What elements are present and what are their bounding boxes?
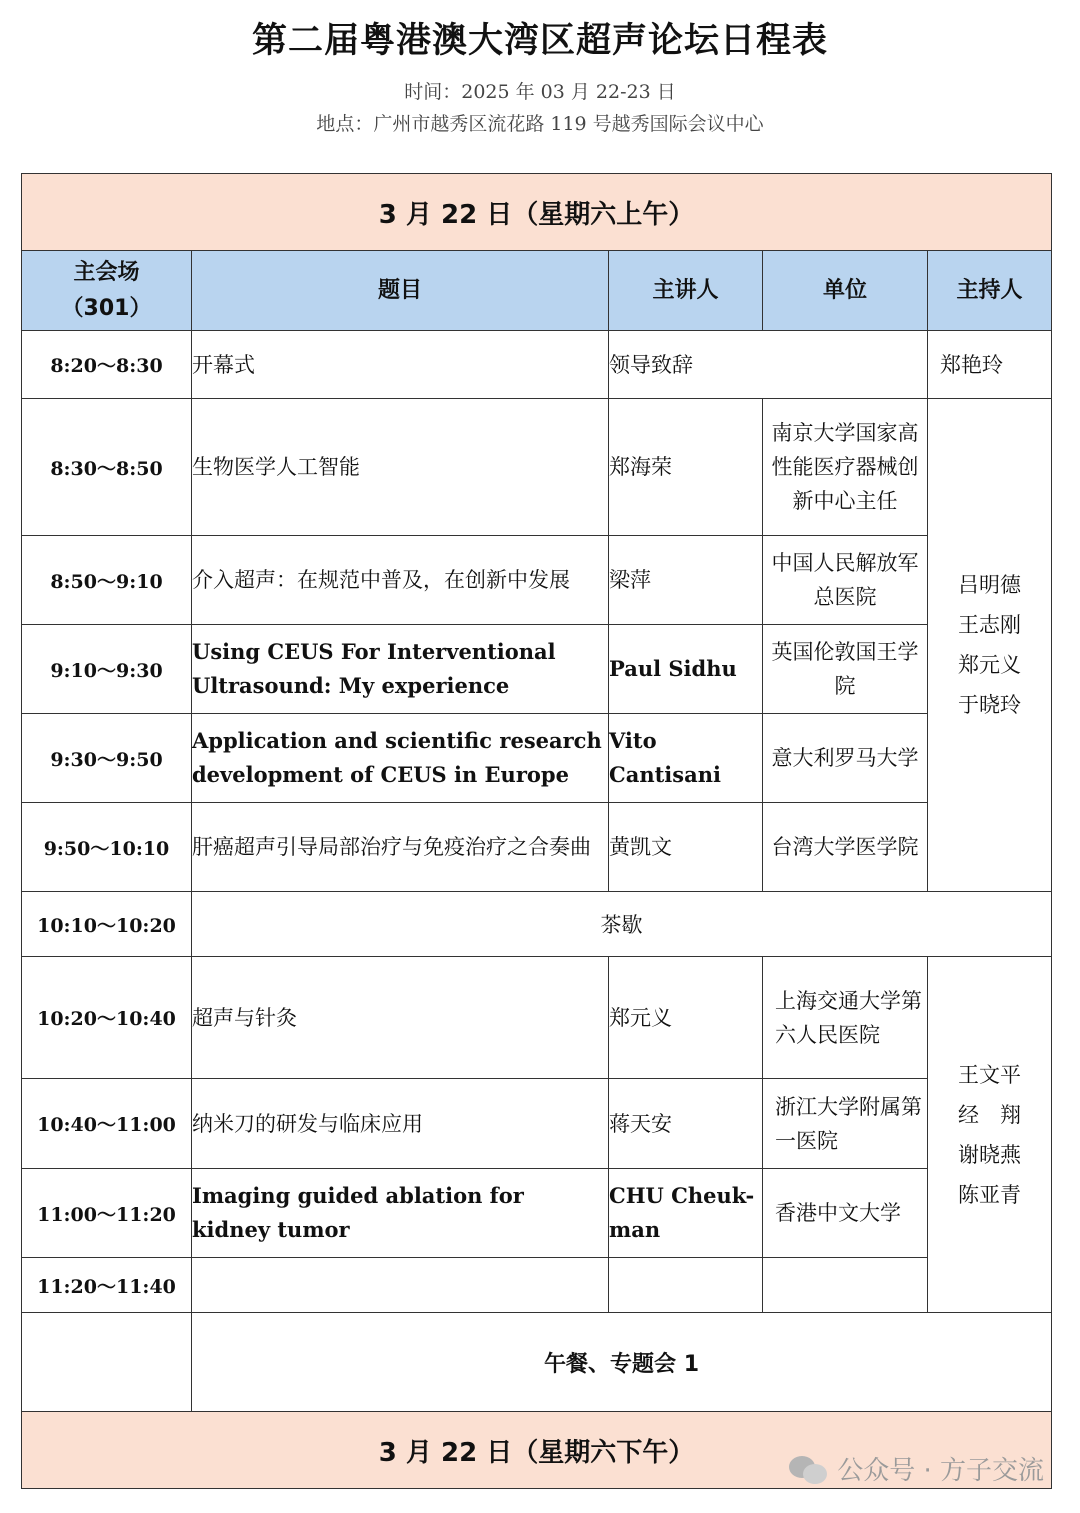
session-topic: Imaging guided ablation for kidney tumor — [192, 1169, 609, 1258]
session-hosts-block2 — [928, 957, 1052, 1313]
session-speaker: Paul Sidhu — [609, 625, 763, 714]
banner-afternoon-text: 3 月 22 日（星期六下午） — [22, 1412, 1052, 1489]
session-unit: 台湾大学医学院 — [763, 803, 928, 892]
day-banner-morning — [22, 174, 1052, 251]
session-topic: Application and scientific research development of CEUS in Europe — [192, 714, 609, 803]
session-speaker: 黄凯文 — [609, 803, 763, 892]
session-unit: 中国人民解放军总医院 — [763, 536, 928, 625]
session-host: 郑艳玲 — [928, 331, 1052, 399]
session-time: 10:20～10:40 — [22, 957, 192, 1079]
table-row — [22, 1169, 1052, 1258]
session-hosts-block1 — [928, 399, 1052, 892]
table-row — [22, 1079, 1052, 1169]
page-header — [0, 0, 1080, 140]
session-topic — [192, 1258, 609, 1313]
table-row — [22, 714, 1052, 803]
table-row — [22, 625, 1052, 714]
session-time: 9:10～9:30 — [22, 625, 192, 714]
event-time: 时间：2025 年 03 月 22-23 日 — [404, 81, 676, 103]
schedule-table — [21, 173, 1052, 1489]
session-speaker — [609, 1258, 763, 1313]
session-time: 11:00～11:20 — [22, 1169, 192, 1258]
host-name: 郑元义 — [958, 653, 1022, 677]
header-venue-room: （301） — [61, 295, 152, 321]
table-row — [22, 957, 1052, 1079]
session-topic: 介入超声：在规范中普及，在创新中发展 — [192, 536, 609, 625]
column-header-row — [22, 251, 1052, 331]
watermark-text: 公众号 · 方子交流 — [837, 1456, 1044, 1486]
table-row — [22, 536, 1052, 625]
session-unit: 南京大学国家高性能医疗器械创新中心主任 — [763, 399, 928, 536]
session-speaker: 领导致辞 — [609, 331, 928, 399]
session-time: 11:20～11:40 — [22, 1258, 192, 1313]
header-venue-name: 主会场 — [73, 259, 140, 285]
session-topic: Using CEUS For Interventional Ultrasound: My experience — [192, 625, 609, 714]
session-time: 8:50～9:10 — [22, 536, 192, 625]
session-speaker: Vito Cantisani — [609, 714, 763, 803]
header-topic: 题目 — [192, 251, 609, 331]
event-location: 地点：广州市越秀区流花路 119 号越秀国际会议中心 — [316, 113, 764, 135]
session-unit — [763, 1258, 928, 1313]
host-name: 经 翔 — [958, 1102, 1022, 1127]
session-topic: 开幕式 — [192, 331, 609, 399]
header-speaker: 主讲人 — [609, 251, 763, 331]
banner-morning-text: 3 月 22 日（星期六上午） — [22, 174, 1052, 251]
break-time: 10:10～10:20 — [22, 892, 192, 957]
table-row-break — [22, 892, 1052, 957]
watermark — [789, 1450, 1044, 1487]
session-speaker: 梁萍 — [609, 536, 763, 625]
session-time: 9:50～10:10 — [22, 803, 192, 892]
session-unit: 意大利罗马大学 — [763, 714, 928, 803]
table-row — [22, 331, 1052, 399]
session-time: 8:20～8:30 — [22, 331, 192, 399]
session-topic: 肝癌超声引导局部治疗与免疫治疗之合奏曲 — [192, 803, 609, 892]
header-unit: 单位 — [763, 251, 928, 331]
lunch-time-empty — [22, 1313, 192, 1412]
session-topic: 生物医学人工智能 — [192, 399, 609, 536]
session-topic: 纳米刀的研发与临床应用 — [192, 1079, 609, 1169]
table-row — [22, 803, 1052, 892]
session-time: 9:30～9:50 — [22, 714, 192, 803]
host-name: 谢晓燕 — [958, 1142, 1022, 1167]
session-time: 10:40～11:00 — [22, 1079, 192, 1169]
session-speaker: 郑元义 — [609, 957, 763, 1079]
break-label: 茶歇 — [192, 892, 1052, 957]
session-unit: 浙江大学附属第一医院 — [763, 1079, 928, 1169]
header-host: 主持人 — [928, 251, 1052, 331]
session-topic: 超声与针灸 — [192, 957, 609, 1079]
lunch-label: 午餐、专题会 1 — [192, 1313, 1052, 1412]
page-title: 第二届粤港澳大湾区超声论坛日程表 — [251, 21, 828, 61]
session-time: 8:30～8:50 — [22, 399, 192, 536]
session-unit: 上海交通大学第六人民医院 — [763, 957, 928, 1079]
table-row — [22, 399, 1052, 536]
session-speaker: 蒋天安 — [609, 1079, 763, 1169]
host-name: 王文平 — [958, 1062, 1022, 1087]
session-unit: 香港中文大学 — [763, 1169, 928, 1258]
host-name: 陈亚青 — [958, 1182, 1022, 1207]
header-venue — [22, 251, 192, 331]
table-row-lunch — [22, 1313, 1052, 1412]
session-unit: 英国伦敦国王学院 — [763, 625, 928, 714]
host-name: 于晓玲 — [958, 693, 1022, 717]
session-speaker: 郑海荣 — [609, 399, 763, 536]
host-name: 吕明德 — [958, 573, 1022, 597]
table-row — [22, 1258, 1052, 1313]
wechat-logo-icon — [789, 1452, 829, 1486]
session-speaker: CHU Cheuk-man — [609, 1169, 763, 1258]
host-name: 王志刚 — [958, 613, 1022, 637]
